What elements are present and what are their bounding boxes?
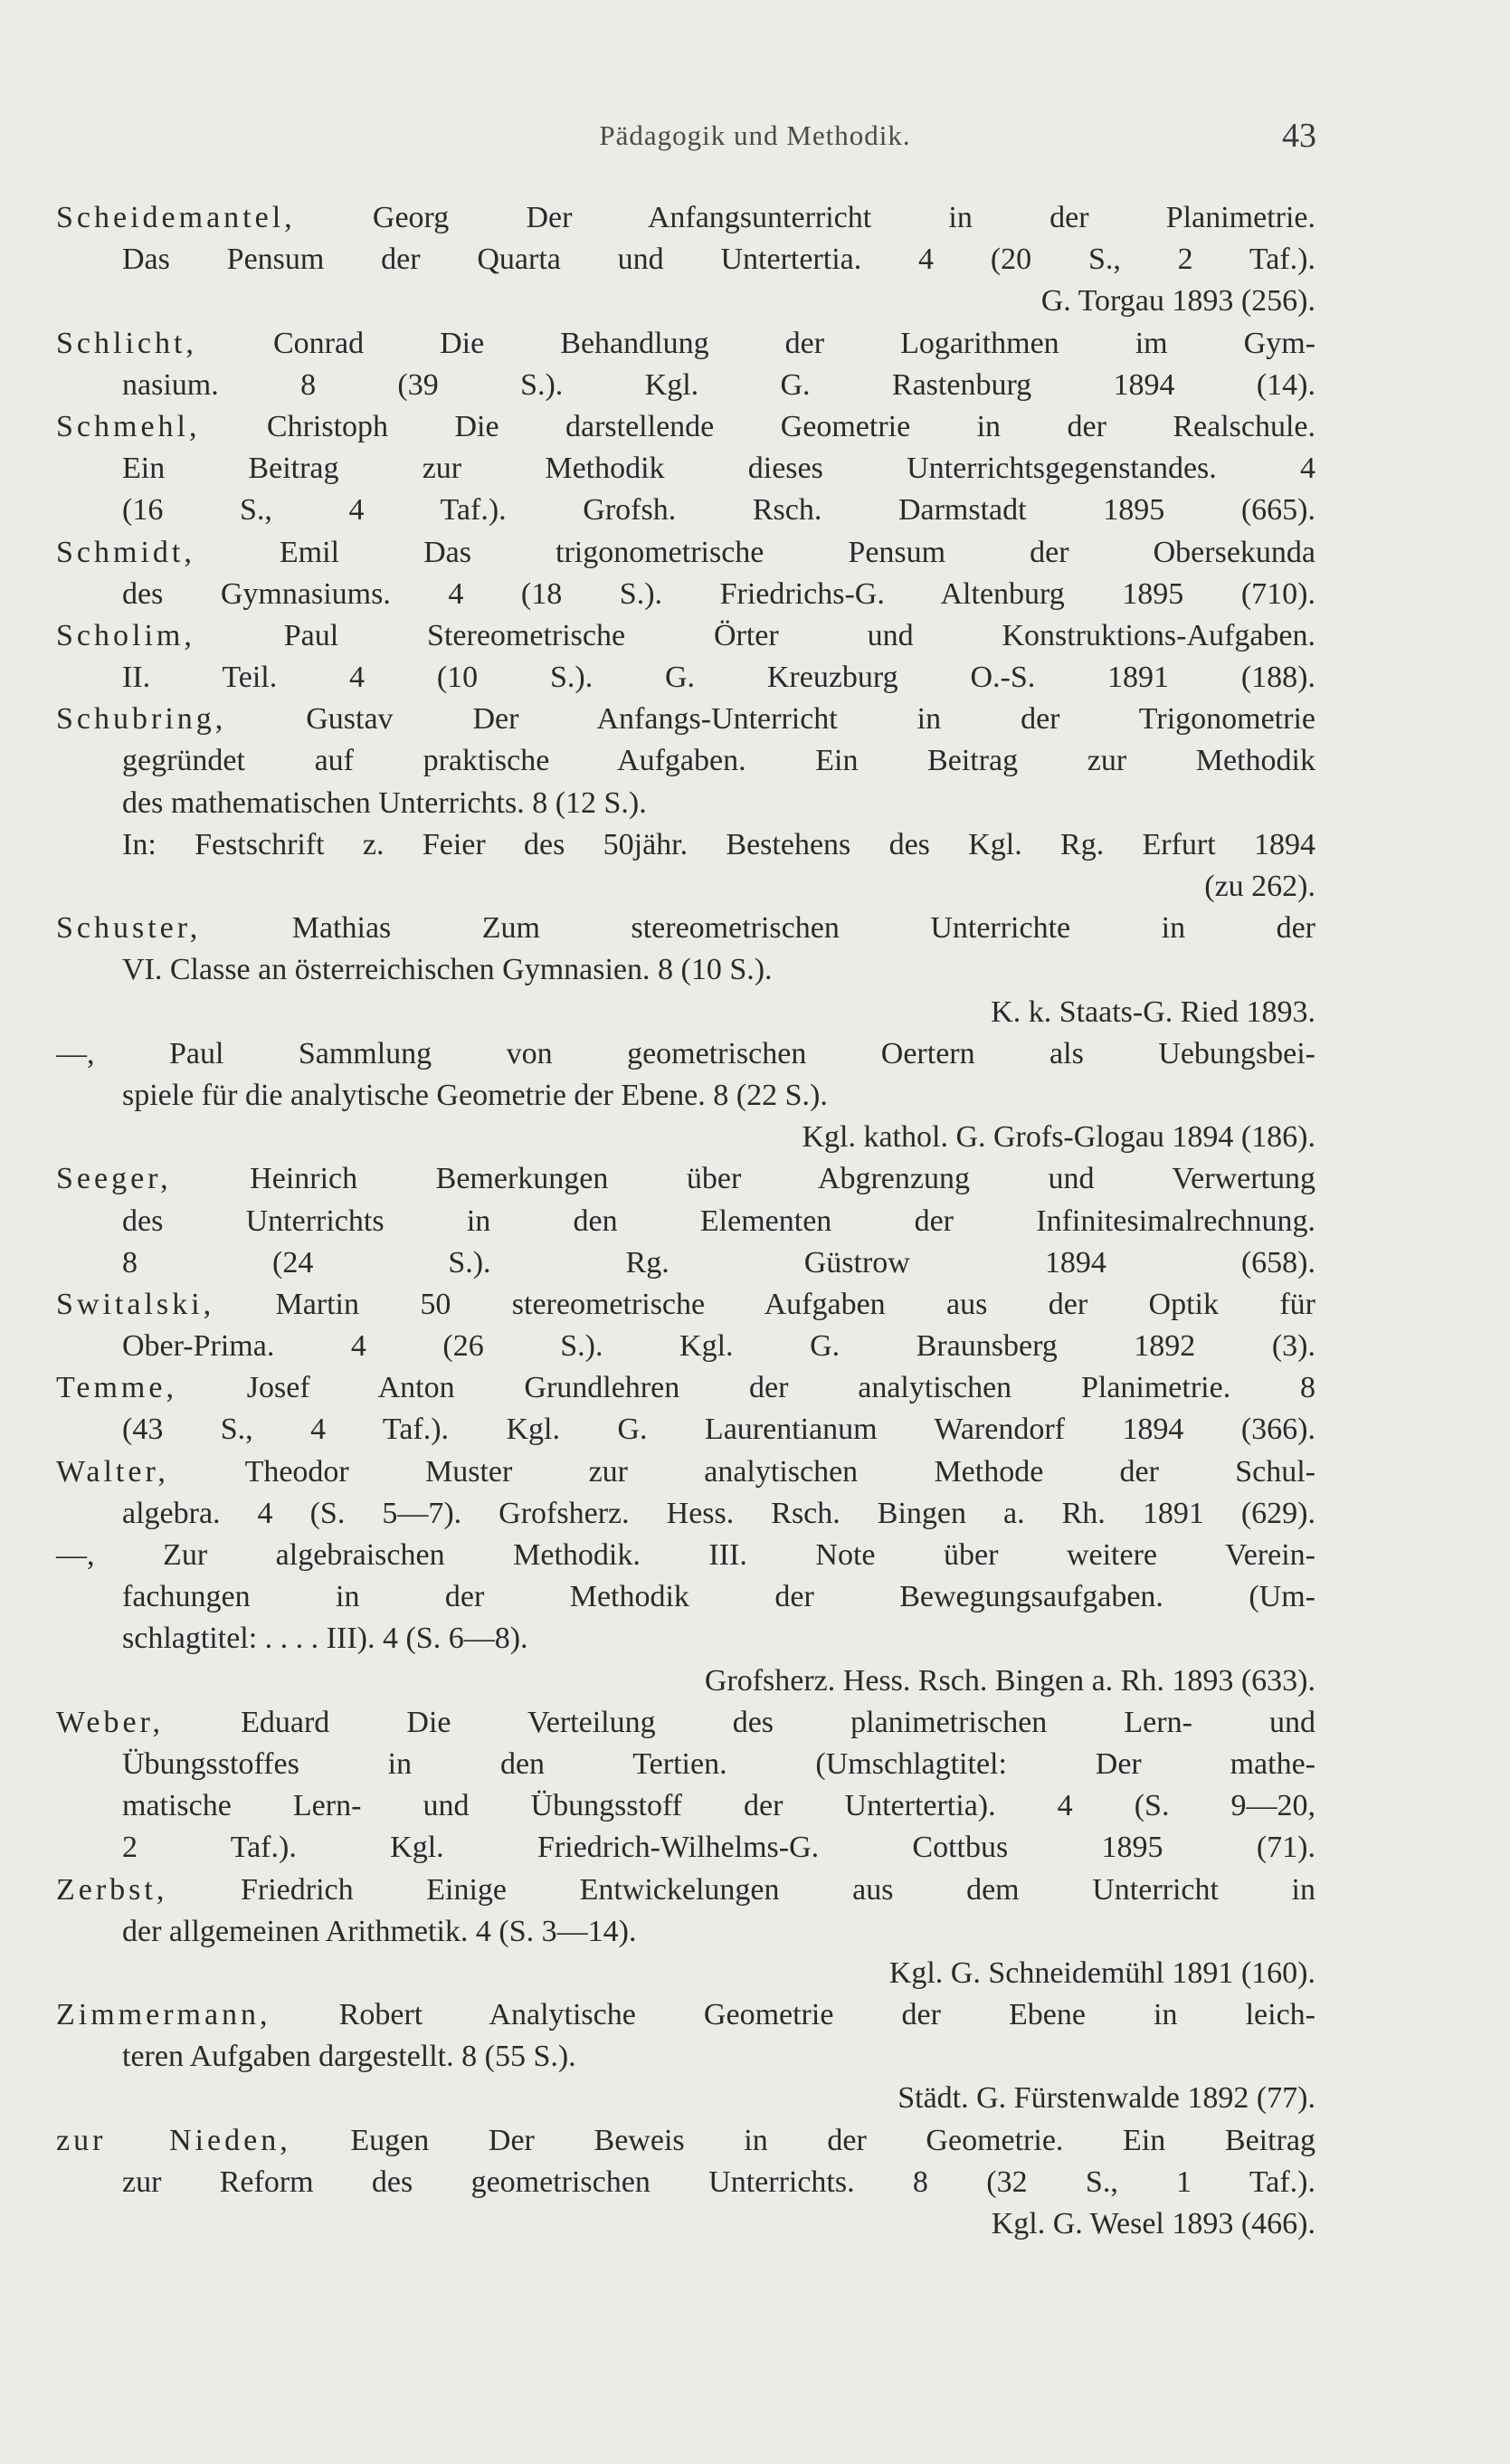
- entry-line: teren Aufgaben dargestellt. 8 (55 S.).: [122, 2040, 576, 2074]
- entry-line: K. k. Staats-G. Ried 1893.: [991, 994, 1315, 1029]
- entry-line: gegründet auf praktische Aufgaben. Ein Beitrag zur Methodik: [122, 744, 1315, 778]
- entry-line: des mathematischen Unterrichts. 8 (12 S.).: [122, 785, 647, 820]
- entry-line: (16 S., 4 Taf.). Grofsh. Rsch. Darmstadt 1895 (665).: [122, 493, 1315, 528]
- bibliography-entry: [56, 406, 1315, 532]
- entry-line: (zu 262).: [1204, 870, 1315, 903]
- entry-author: —,: [56, 1538, 95, 1572]
- entry-line: Emil Das trigonometrische Pensum der Obersekunda: [279, 535, 1316, 569]
- entry-line: Christoph Die darstellende Geometrie in der Realschule.: [266, 409, 1316, 443]
- bibliography-entry: [56, 908, 1315, 1033]
- entry-line: nasium. 8 (39 S.). Kgl. G. Rastenburg 1894 (14).: [122, 367, 1315, 402]
- entry-author: Scholim,: [56, 618, 195, 652]
- entry-author: Schmehl,: [56, 409, 201, 443]
- bibliography-entry: [56, 1367, 1315, 1451]
- entry-line: schlagtitel: . . . . III). 4 (S. 6—8).: [122, 1622, 528, 1656]
- entry-author: zur Nieden,: [56, 2123, 291, 2157]
- entry-line: Kgl. G. Wesel 1893 (466).: [991, 2207, 1315, 2240]
- entry-line: matische Lern- und Übungsstoff der Untertertia). 4 (S. 9—20,: [122, 1789, 1315, 1823]
- entry-line: Eugen Der Beweis in der Geometrie. Ein Beitrag: [350, 2123, 1315, 2157]
- entry-line: Robert Analytische Geometrie der Ebene in leich-: [338, 1998, 1315, 2032]
- entry-line: G. Torgau 1893 (256).: [1040, 284, 1315, 319]
- entry-line: algebra. 4 (S. 5—7). Grofsherz. Hess. Rsch. Bingen a. Rh. 1891 (629).: [122, 1496, 1315, 1530]
- bibliography-entry: [56, 1284, 1315, 1367]
- entry-line: spiele für die analytische Geometrie der Ebene. 8 (22 S.).: [122, 1078, 828, 1112]
- entry-line: fachungen in der Methodik der Bewegungsaufgaben. (Um-: [122, 1580, 1315, 1614]
- entry-line: Mathias Zum stereometrischen Unterrichte in der: [291, 911, 1315, 946]
- entry-line: VI. Classe an österreichischen Gymnasien. 8 (10 S.).: [122, 953, 773, 987]
- bibliography-entry: [56, 532, 1315, 615]
- entry-line: Conrad Die Behandlung der Logarithmen im Gym-: [272, 326, 1315, 360]
- entry-line: Grofsherz. Hess. Rsch. Bingen a. Rh. 1893 (633).: [704, 1663, 1315, 1698]
- bibliography-entry: [56, 1158, 1315, 1284]
- bibliography-entry: [56, 1033, 1315, 1159]
- entry-author: Schmidt,: [56, 535, 195, 569]
- entry-author: Schlicht,: [56, 326, 197, 360]
- entry-line: 8 (24 S.). Rg. Güstrow 1894 (658).: [122, 1245, 1315, 1280]
- bibliography-list: [56, 197, 1315, 2245]
- entry-author: Seeger,: [56, 1162, 172, 1196]
- entry-line: Heinrich Bemerkungen über Abgrenzung und Verwertung: [250, 1162, 1315, 1196]
- entry-line: Martin 50 stereometrische Aufgaben aus der Optik für: [275, 1287, 1315, 1321]
- entry-line: Ober-Prima. 4 (26 S.). Kgl. G. Braunsberg 1892 (3).: [122, 1329, 1315, 1364]
- entry-line: Theodor Muster zur analytischen Methode der Schul-: [244, 1454, 1315, 1489]
- entry-line: Friedrich Einige Entwickelungen aus dem Unterricht in: [240, 1872, 1316, 1907]
- bibliography-entry: [56, 1451, 1315, 1535]
- entry-line: Paul Sammlung von geometrischen Oertern als Uebungsbei-: [168, 1036, 1316, 1070]
- entry-line: zur Reform des geometrischen Unterrichts. 8 (32 S., 1 Taf.).: [122, 2164, 1315, 2199]
- bibliography-entry: [56, 197, 1315, 323]
- entry-author: Scheidemantel,: [56, 201, 296, 234]
- entry-line: II. Teil. 4 (10 S.). G. Kreuzburg O.-S. 1891 (188).: [122, 661, 1315, 695]
- bibliography-entry: [56, 1702, 1315, 1869]
- bibliography-entry: [56, 699, 1315, 908]
- bibliography-entry: [56, 323, 1315, 406]
- entry-author: Zimmermann,: [56, 1998, 271, 2032]
- entry-line: Ein Beitrag zur Methodik dieses Unterrichtsgegenstandes. 4: [122, 452, 1315, 486]
- entry-line: Städt. G. Fürstenwalde 1892 (77).: [897, 2081, 1315, 2116]
- entry-line: Josef Anton Grundlehren der analytischen Planimetrie. 8: [246, 1371, 1315, 1405]
- entry-line: Paul Stereometrische Örter und Konstruktions-Aufgaben.: [283, 618, 1316, 652]
- bibliography-entry: [56, 1535, 1315, 1702]
- entry-author: Switalski,: [56, 1287, 215, 1321]
- entry-line: Das Pensum der Quarta und Untertertia. 4 (20 S., 2 Taf.).: [122, 243, 1315, 277]
- entry-author: Zerbst,: [56, 1872, 168, 1907]
- entry-line: (43 S., 4 Taf.). Kgl. G. Laurentianum Warendorf 1894 (366).: [122, 1413, 1315, 1447]
- entry-line: des Unterrichts in den Elementen der Infinitesimalrechnung.: [122, 1203, 1315, 1238]
- entry-line: Kgl. G. Schneidemühl 1891 (160).: [888, 1955, 1315, 1990]
- bibliography-entry: [56, 2120, 1315, 2246]
- page-number: 43: [1282, 117, 1316, 155]
- entry-author: Weber,: [56, 1705, 165, 1739]
- entry-line: der allgemeinen Arithmetik. 4 (S. 3—14).: [122, 1914, 637, 1948]
- entry-line: Zur algebraischen Methodik. III. Note über weitere Verein-: [163, 1538, 1315, 1572]
- entry-author: Schubring,: [56, 702, 227, 737]
- entry-author: —,: [56, 1036, 95, 1070]
- entry-author: Schuster,: [56, 911, 202, 946]
- entry-line: Gustav Der Anfangs-Unterricht in der Trigonometrie: [306, 702, 1315, 737]
- bibliography-entry: [56, 1994, 1315, 2120]
- entry-author: Walter,: [56, 1454, 169, 1489]
- entry-author: Temme,: [56, 1371, 177, 1405]
- bibliography-entry: [56, 1869, 1315, 1995]
- entry-line: 2 Taf.). Kgl. Friedrich-Wilhelms-G. Cottbus 1895 (71).: [122, 1831, 1315, 1865]
- entry-line: Kgl. kathol. G. Grofs-Glogau 1894 (186).: [802, 1120, 1315, 1155]
- entry-line: Übungsstoffes in den Tertien. (Umschlagtitel: Der mathe-: [122, 1746, 1315, 1781]
- running-header: Pädagogik und Methodik.: [599, 119, 911, 151]
- entry-line: des Gymnasiums. 4 (18 S.). Friedrichs-G. Altenburg 1895 (710).: [122, 576, 1315, 611]
- entry-line: Georg Der Anfangsunterricht in der Planimetrie.: [372, 201, 1316, 234]
- bibliography-entry: [56, 615, 1315, 699]
- entry-line: Eduard Die Verteilung des planimetrischen Lern- und: [241, 1705, 1316, 1739]
- entry-line: In: Festschrift z. Feier des 50jähr. Bestehens des Kgl. Rg. Erfurt 1894: [122, 827, 1315, 861]
